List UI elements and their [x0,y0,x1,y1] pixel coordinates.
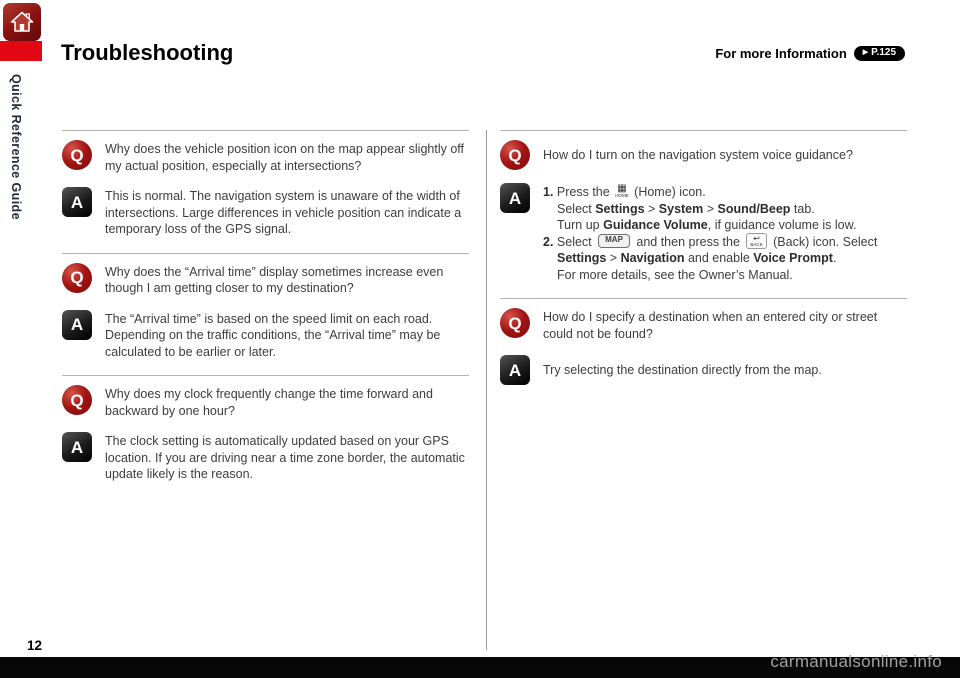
qa-group [500,130,907,283]
a-letter: A [508,188,522,208]
answer-text: The “Arrival time” is based on the speed limit on each road. Depending on the traffic conditions, the “Arrival time” may be calculated to be earlier or later. [105,311,441,359]
qa-group [62,253,469,361]
answer-text: Try selecting the destination directly from the map. [543,363,822,378]
answer-steps: 1. Press the ▦ HOME (Home) icon. Select Settings > System > Sound/Beep tab. Turn up Guidance Volume, if guidance volume is low. 2. Select MAP and then press the ↩ BACK (Back) icon. Select Settings > Navigation and enable Voice Prompt. For more details, see the Owner’s Manual. [543,183,878,282]
answer-row [62,432,469,483]
house-glyph [10,11,34,33]
q-badge-icon [62,385,92,415]
q-letter: Q [70,145,84,165]
page-title: Troubleshooting [61,40,234,65]
answer-row [62,187,469,238]
a-badge-icon [500,355,530,385]
a-letter: A [70,437,84,457]
a-letter: A [70,315,84,334]
qa-group [62,375,469,483]
a-badge-icon [62,310,92,340]
q-letter: Q [70,390,84,410]
page-ref-text: P.125 [871,47,896,58]
arrow-icon: ▶ [862,49,869,56]
qa-group [62,130,469,238]
q-letter: Q [70,268,84,287]
answer-row [500,183,907,283]
back-icon: ↩ BACK [746,233,766,250]
home-icon: ▦ HOME [615,183,629,199]
a-letter: A [508,360,522,380]
page-number: 12 [27,638,43,653]
q-badge-icon [500,308,530,338]
home-icon [3,3,41,41]
question-text: Why does the “Arrival time” display sometimes increase even though I am getting closer to my destination? [105,264,444,295]
more-information-label: For more Information [715,46,847,61]
q-badge-icon [62,263,92,293]
page-ref-badge [854,46,905,61]
question-text: How do I turn on the navigation system voice guidance? [543,147,853,162]
a-badge-icon [62,432,92,462]
question-text: Why does the vehicle position icon on the map appear slightly off my actual position, especially at intersections? [105,142,465,173]
q-badge-icon [500,140,530,170]
answer-text: This is normal. The navigation system is unaware of the width of intersections. Large differences in vehicle position can indicate a temporary loss of the GPS signal. [105,189,462,236]
q-badge-icon [62,140,92,170]
map-icon: MAP [598,234,630,248]
question-row [62,385,469,419]
qa-column-right [500,130,907,400]
answer-row [500,355,907,385]
question-row [500,308,907,342]
a-badge-icon [62,187,92,217]
question-text: How do I specify a destination when an entered city or street could not be found? [543,310,878,341]
q-letter: Q [508,313,522,333]
a-badge-icon [500,183,530,213]
question-text: Why does my clock frequently change the time forward and backward by one hour? [105,387,433,418]
more-information [715,46,905,61]
sidebar-section-label: Quick Reference Guide [9,74,23,220]
answer-text: The clock setting is automatically updated based on your GPS location. If you are driving near a time zone border, the automatic update likely is the reason. [105,434,465,481]
question-row [62,263,469,297]
watermark-text: carmanualsonline.info [770,652,942,671]
a-letter: A [70,192,84,212]
question-row [62,140,469,174]
qa-group [500,298,907,385]
question-row [500,140,907,170]
section-tab-marker [0,41,42,61]
q-letter: Q [508,145,522,165]
qa-column-left [62,130,469,498]
column-divider [486,130,487,650]
answer-row [62,310,469,361]
